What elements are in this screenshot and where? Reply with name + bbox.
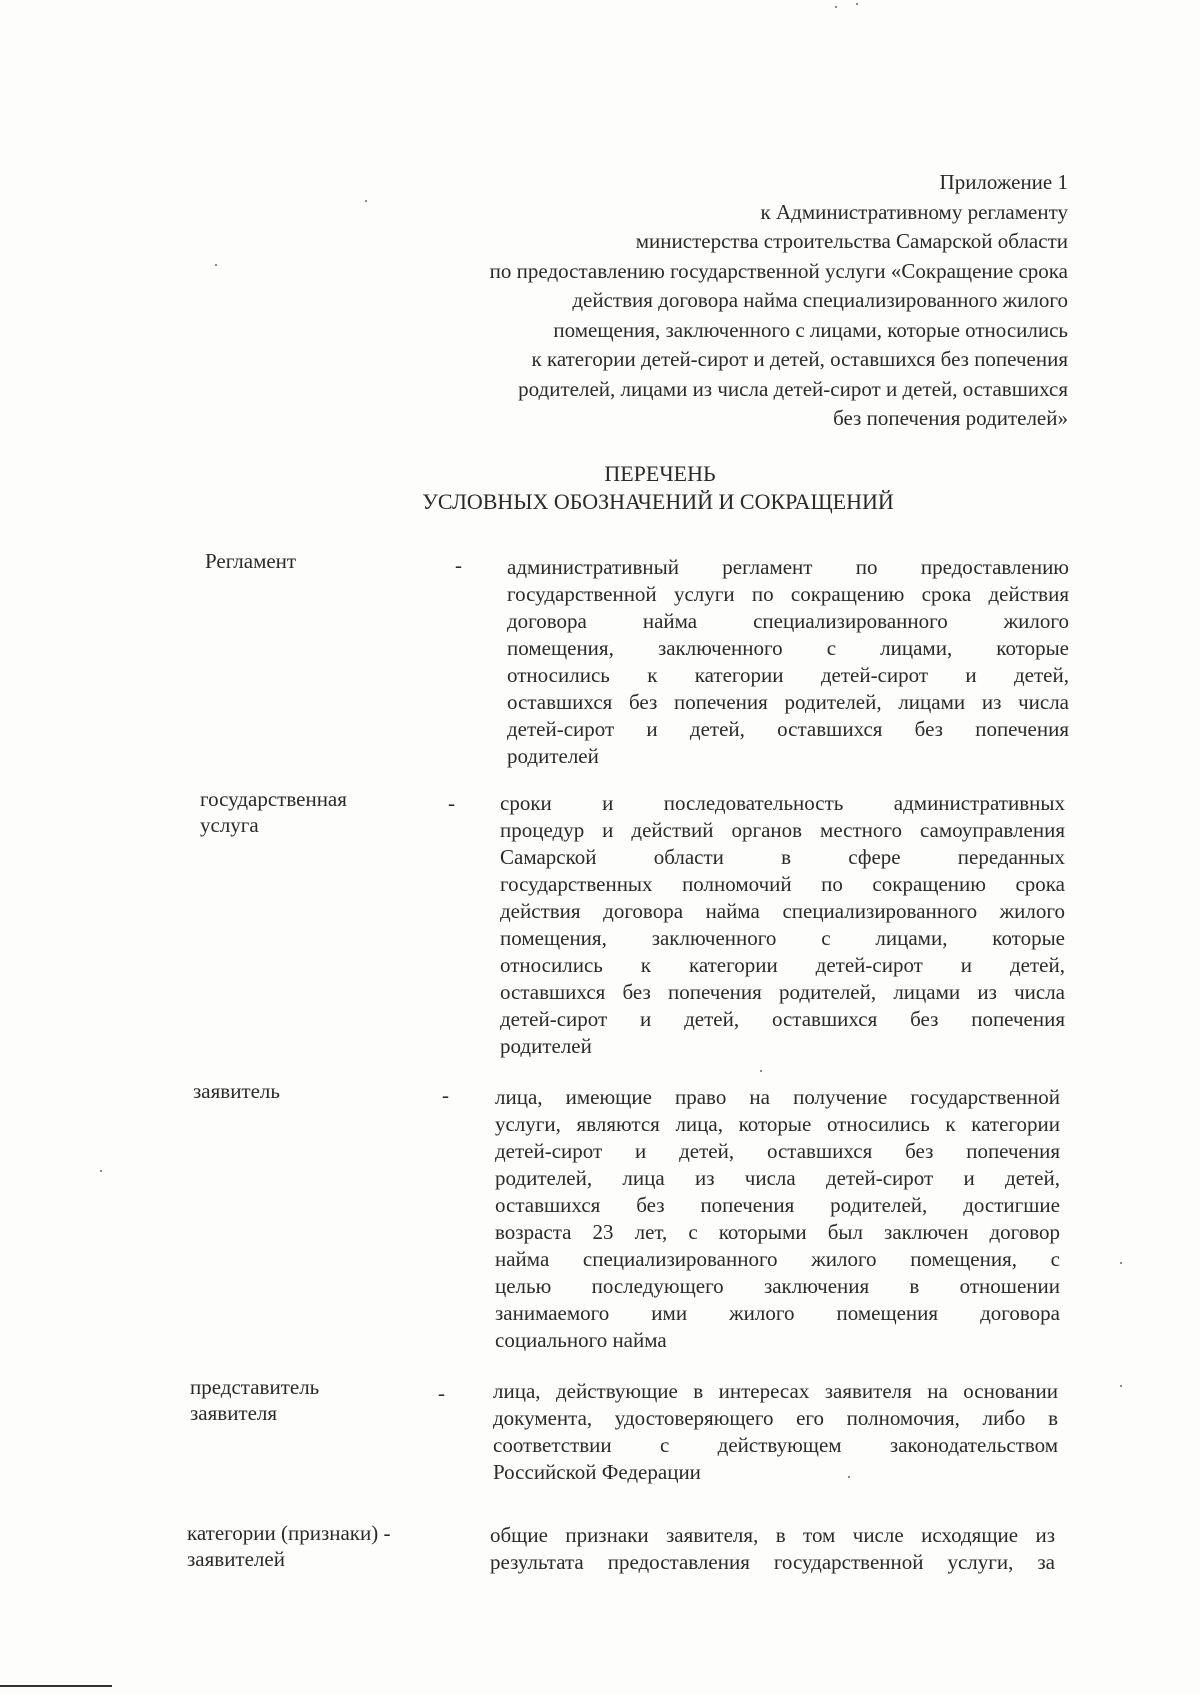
definition [507, 554, 1069, 770]
speck [1120, 1385, 1122, 1387]
definition-line: относились к категории детей-сирот и детей, [507, 663, 1069, 687]
speck [215, 264, 217, 266]
speck [100, 1170, 102, 1172]
definition-line: помещения, заключенного с лицами, которые [507, 636, 1069, 660]
definition-line: действия договора найма специализированного жилого [500, 899, 1065, 923]
definition-line: оставшихся без попечения родителей, лицами из числа [507, 690, 1069, 714]
appendix-line: родителей, лицами из числа детей-сирот и детей, оставшихся [518, 376, 1068, 401]
term-dash: - [442, 1083, 449, 1107]
definition-line: сроки и последовательность административных [500, 791, 1065, 815]
appendix-line: по предоставлению государственной услуги «Сокращение срока [489, 258, 1068, 283]
definition-line: родителей [500, 1034, 592, 1058]
term-line: Регламент [205, 549, 297, 573]
definition-line: найма специализированного жилого помещения, с [495, 1247, 1060, 1271]
definition-line: услуги, являются лица, которые относились к категории [495, 1112, 1060, 1136]
definition-line: лица, действующие в интересах заявителя на основании [493, 1379, 1058, 1403]
definition-line: оставшихся без попечения родителей, достигшие [495, 1193, 1060, 1217]
speck [848, 1476, 850, 1478]
appendix-line: к Административному регламенту [760, 199, 1068, 224]
term [187, 1520, 442, 1572]
definition-line: возраста 23 лет, с которыми был заключен договор [495, 1220, 1060, 1244]
definition-line: социального найма [495, 1328, 667, 1352]
definition-line: целью последующего заключения в отношении [495, 1274, 1060, 1298]
definition-line: лица, имеющие право на получение государственной [495, 1085, 1060, 1109]
definition-line: административный регламент по предоставлению [507, 555, 1069, 579]
term-line: заявителей [187, 1547, 285, 1571]
title-line-2: УСЛОВНЫХ ОБОЗНАЧЕНИЙ И СОКРАЩЕНИЙ [422, 489, 894, 514]
definition-line: соответствии с действующем законодательством [493, 1433, 1058, 1457]
term-dash: - [438, 1381, 445, 1405]
appendix-line: действия договора найма специализированного жилого [572, 288, 1068, 312]
speck [1120, 1262, 1122, 1264]
definition [500, 790, 1065, 1060]
definition [495, 1084, 1060, 1354]
definition-line: относились к категории детей-сирот и детей, [500, 953, 1065, 977]
document-title [0, 460, 1200, 516]
appendix-line: Приложение 1 [939, 170, 1068, 194]
term-line: услуга [200, 813, 259, 837]
term [190, 1374, 425, 1426]
definition-line: занимаемого ими жилого помещения договора [495, 1301, 1060, 1325]
speck [365, 200, 367, 202]
definition-line: общие признаки заявителя, в том числе исходящие из [490, 1523, 1055, 1547]
definition-line: родителей [507, 744, 599, 768]
appendix-line: помещения, заключенного с лицами, которые относились [553, 317, 1068, 342]
definition-line: родителей, лица из числа детей-сирот и детей, [495, 1166, 1060, 1190]
term-line: представитель [190, 1375, 320, 1399]
term-line: категории (признаки) - [187, 1521, 391, 1545]
term-line: заявителя [190, 1401, 278, 1425]
speck [835, 6, 837, 8]
speck [760, 1070, 762, 1072]
term [193, 1078, 428, 1104]
definition-line: договора найма специализированного жилого [507, 609, 1069, 633]
speck [856, 3, 858, 5]
footer-rule [0, 1685, 112, 1687]
appendix-line: без попечения родителей» [833, 406, 1068, 430]
definition-line: детей-сирот и детей, оставшихся без попечения [500, 1007, 1065, 1031]
definition-line: государственной услуги по сокращению срока действия [507, 582, 1069, 606]
definition-line: Самарской области в сфере переданных [500, 845, 1065, 869]
definition-line: помещения, заключенного с лицами, которые [500, 926, 1065, 950]
term-line: государственная [200, 787, 347, 811]
definition-line: результата предоставления государственной услуги, за [490, 1550, 1055, 1574]
definition [490, 1522, 1055, 1576]
term-line: заявитель [193, 1079, 280, 1103]
appendix-header [348, 168, 1068, 434]
definition-line: Российской Федерации [493, 1460, 701, 1484]
term-dash: - [448, 791, 455, 815]
term [200, 786, 435, 838]
definition-line: процедур и действий органов местного самоуправления [500, 818, 1065, 842]
appendix-line: к категории детей-сирот и детей, оставшихся без попечения [531, 347, 1068, 371]
definition-line: оставшихся без попечения родителей, лицами из числа [500, 980, 1065, 1004]
term-dash: - [455, 553, 462, 577]
definition-line: детей-сирот и детей, оставшихся без попечения [495, 1139, 1060, 1163]
definition-line: государственных полномочий по сокращению срока [500, 872, 1065, 896]
term [205, 548, 440, 574]
definition [493, 1378, 1058, 1486]
title-line-1: ПЕРЕЧЕНЬ [604, 461, 716, 486]
definition-line: документа, удостоверяющего его полномочия, либо в [493, 1406, 1058, 1430]
appendix-line: министерства строительства Самарской области [635, 229, 1068, 253]
definition-line: детей-сирот и детей, оставшихся без попечения [507, 717, 1069, 741]
